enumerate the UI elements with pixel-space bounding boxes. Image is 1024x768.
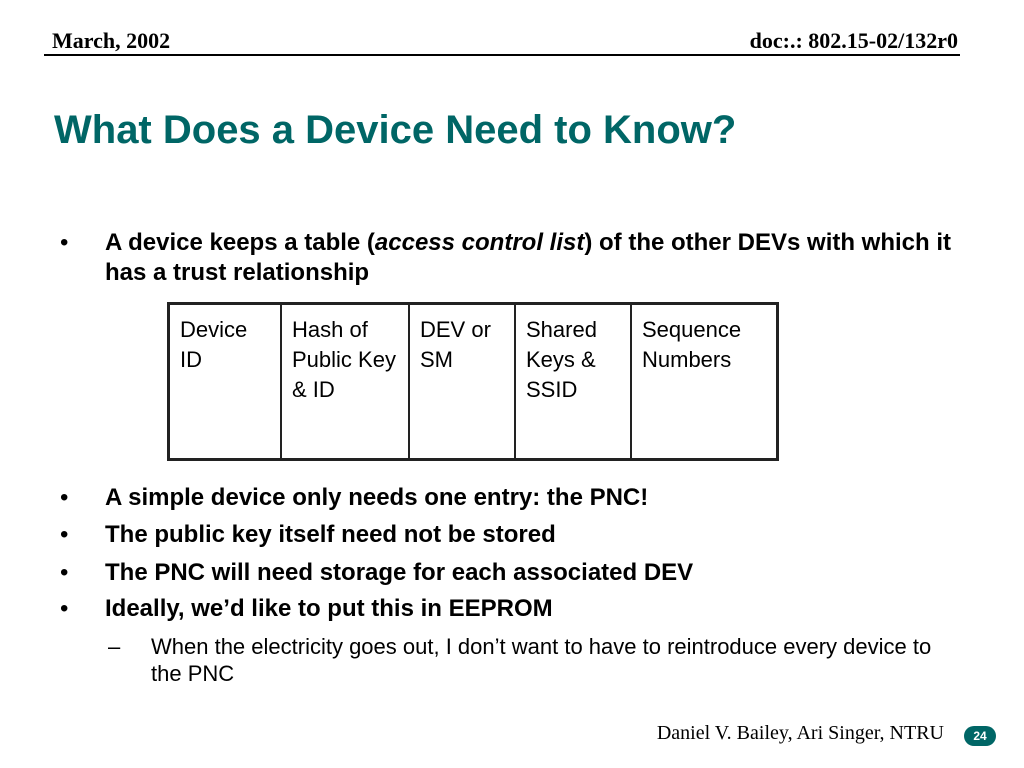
page-number-badge: 24 bbox=[964, 726, 996, 746]
table-cell: DEV or SM bbox=[409, 304, 515, 460]
bullet-marker: • bbox=[60, 559, 69, 586]
bullet-marker: • bbox=[60, 595, 69, 622]
bullet-text: The PNC will need storage for each associated DEV bbox=[105, 559, 694, 586]
bullet-text-italic: access control list bbox=[374, 229, 585, 256]
slide-title: What Does a Device Need to Know? bbox=[54, 108, 737, 152]
header-doc-id: doc:.: 802.15-02/132r0 bbox=[749, 28, 958, 53]
access-control-list-table bbox=[167, 302, 779, 461]
bullet-marker: • bbox=[60, 229, 69, 256]
sub-bullet-marker: – bbox=[108, 634, 121, 659]
bullet-text-part: A device keeps a table ( bbox=[105, 229, 375, 256]
bullet-marker: • bbox=[60, 521, 69, 548]
table-cell: Sequence Numbers bbox=[631, 304, 778, 460]
table-cell: Hash of Public Key & ID bbox=[281, 304, 409, 460]
header-date: March, 2002 bbox=[52, 28, 171, 53]
bullet-text bbox=[105, 228, 960, 288]
table-cell: Device ID bbox=[169, 304, 282, 460]
bullet-text: Ideally, we’d like to put this in EEPROM bbox=[105, 595, 553, 622]
table-cell: Shared Keys & SSID bbox=[515, 304, 631, 460]
bullet-text-part: ) of the other DEVs with which it has a trust relationship bbox=[105, 229, 952, 286]
bullet-text: A simple device only needs one entry: the PNC! bbox=[105, 484, 649, 511]
bullet-marker: • bbox=[60, 484, 69, 511]
sub-bullet-text: When the electricity goes out, I don’t want to have to reintroduce every device to the PNC bbox=[151, 634, 932, 686]
bullet-text: The public key itself need not be stored bbox=[105, 521, 556, 548]
header-divider bbox=[44, 54, 960, 56]
footer-authors: Daniel V. Bailey, Ari Singer, NTRU bbox=[656, 722, 944, 744]
table-header-row bbox=[169, 304, 778, 460]
